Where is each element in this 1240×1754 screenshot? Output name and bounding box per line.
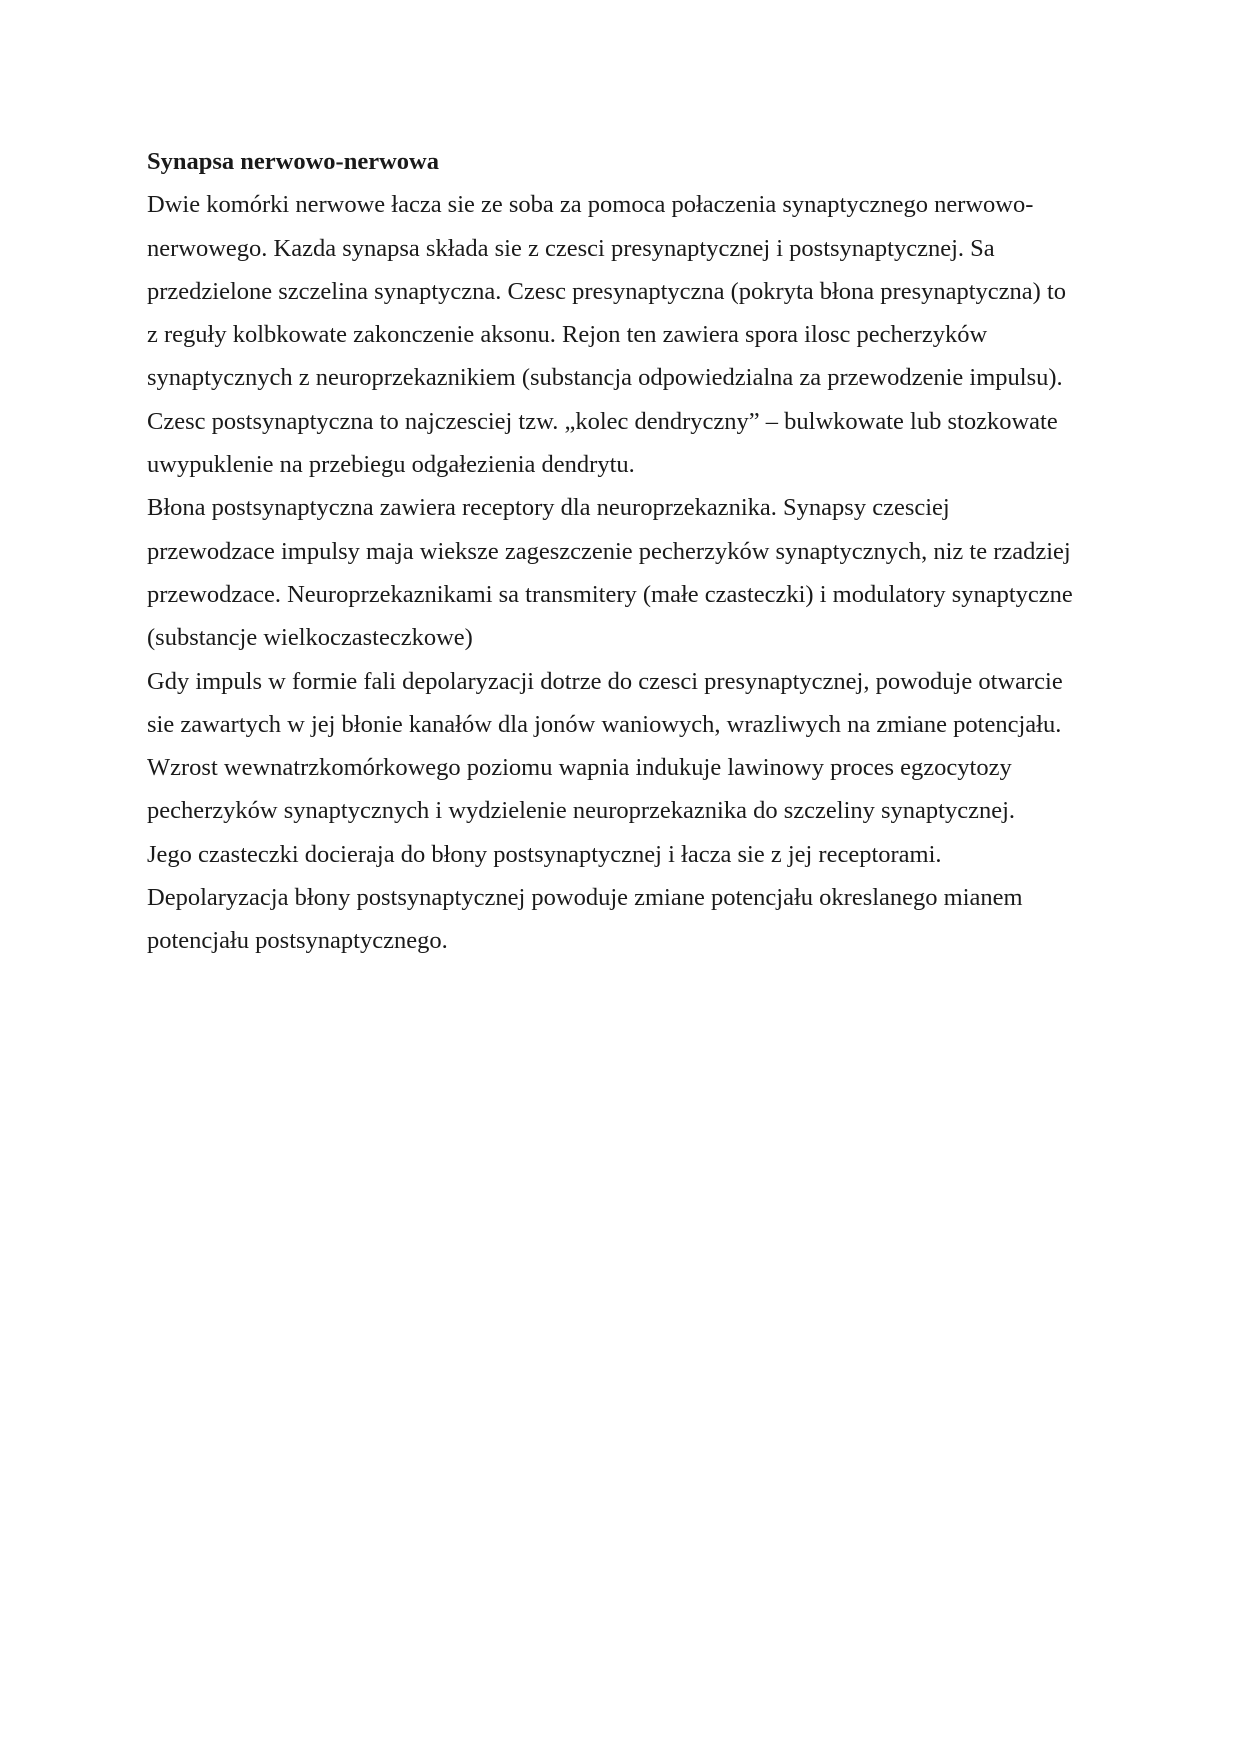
text-line: Błona postsynaptyczna zawiera receptory dla neuroprzekaznika. Synapsy czesciej bbox=[147, 494, 950, 522]
document-body bbox=[147, 140, 1107, 963]
text-line: z reguły kolbkowate zakonczenie aksonu. Rejon ten zawiera spora ilosc pecherzyków bbox=[147, 321, 988, 349]
text-line: Dwie komórki nerwowe łacza sie ze soba za pomoca połaczenia synaptycznego nerwowo- bbox=[147, 191, 1034, 219]
text-line: przewodzace impulsy maja wieksze zageszczenie pecherzyków synaptycznych, niz te rzadziej bbox=[147, 537, 1071, 565]
text-line: nerwowego. Kazda synapsa składa sie z czesci presynaptycznej i postsynaptycznej. Sa bbox=[147, 234, 995, 262]
text-line: przedzielone szczelina synaptyczna. Czesc presynaptyczna (pokryta błona presynaptyczna) to bbox=[147, 277, 1067, 305]
text-line: przewodzace. Neuroprzekaznikami sa transmitery (małe czasteczki) i modulatory synaptyczne bbox=[147, 580, 1073, 608]
text-line: (substancje wielkoczasteczkowe) bbox=[147, 624, 473, 652]
text-line: pecherzyków synaptycznych i wydzielenie neuroprzekaznika do szczeliny synaptycznej. bbox=[147, 797, 1016, 825]
text-line: potencjału postsynaptycznego. bbox=[147, 927, 448, 955]
text-line: synaptycznych z neuroprzekaznikiem (substancja odpowiedzialna za przewodzenie impulsu). bbox=[147, 364, 1063, 392]
text-line: Jego czasteczki docieraja do błony postsynaptycznej i łacza sie z jej receptorami. bbox=[147, 840, 942, 868]
text-line: Wzrost wewnatrzkomórkowego poziomu wapnia indukuje lawinowy proces egzocytozy bbox=[147, 754, 1012, 782]
text-line: uwypuklenie na przebiegu odgałezienia dendrytu. bbox=[147, 451, 635, 479]
document-title: Synapsa nerwowo-nerwowa bbox=[147, 148, 439, 175]
text-line: Depolaryzacja błony postsynaptycznej powoduje zmiane potencjału okreslanego mianem bbox=[147, 884, 1023, 912]
text-line: Gdy impuls w formie fali depolaryzacji dotrze do czesci presynaptycznej, powoduje otwarcie bbox=[147, 667, 1063, 695]
text-line: Czesc postsynaptyczna to najczesciej tzw. „kolec dendryczny” – bulwkowate lub stozkowate bbox=[147, 407, 1058, 435]
text-line: sie zawartych w jej błonie kanałów dla jonów waniowych, wrazliwych na zmiane potencjału. bbox=[147, 710, 1062, 738]
